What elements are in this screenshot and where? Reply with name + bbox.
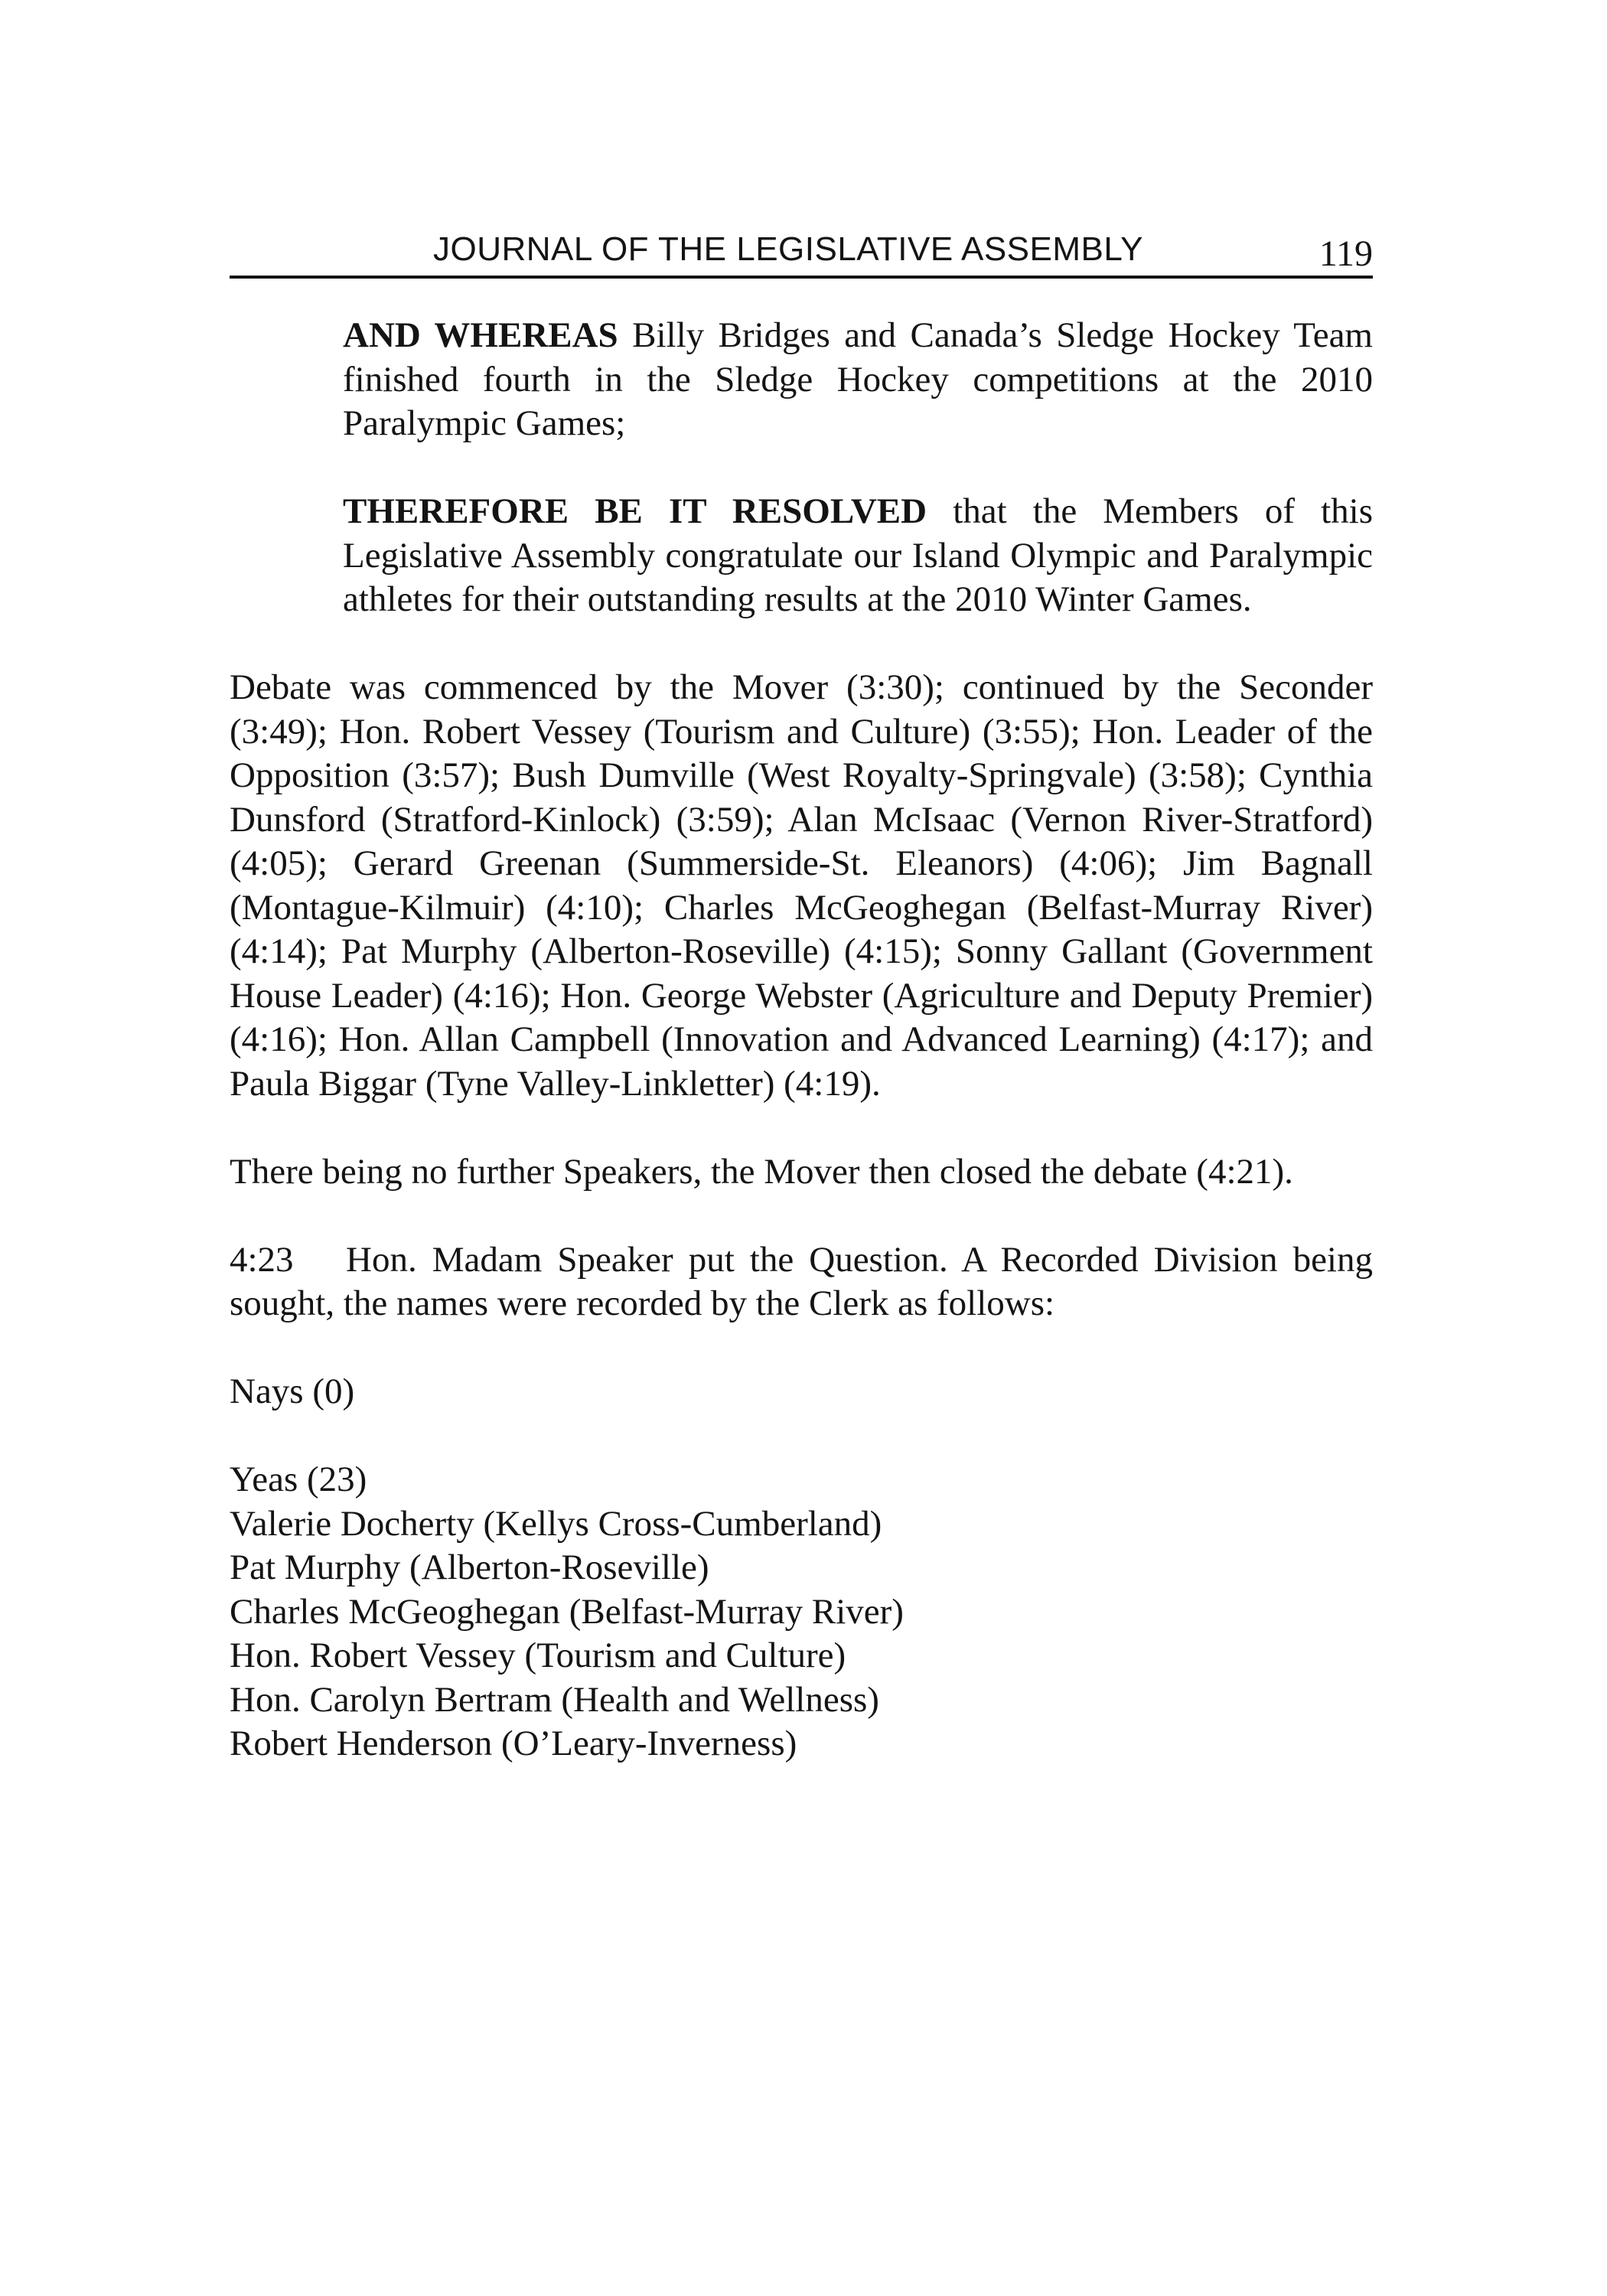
yeas-name-list: [230, 1502, 1373, 1766]
list-item: Pat Murphy (Alberton-Roseville): [230, 1548, 709, 1587]
whereas-lead: AND WHEREAS: [343, 315, 618, 355]
journal-title: JOURNAL OF THE LEGISLATIVE ASSEMBLY: [433, 230, 1143, 268]
list-item: Charles McGeoghegan (Belfast-Murray River): [230, 1591, 904, 1632]
page-number: 119: [1319, 233, 1373, 274]
page-body: [230, 314, 1373, 1766]
whereas-clause: [343, 314, 1373, 446]
yeas-count: Yeas (23): [230, 1459, 367, 1499]
question-time: 4:23: [230, 1239, 294, 1280]
list-item: Hon. Robert Vessey (Tourism and Culture): [230, 1636, 846, 1675]
closing-paragraph: There being no further Speakers, the Mover then closed the debate (4:21).: [230, 1151, 1293, 1192]
question-paragraph: [230, 1238, 1373, 1326]
resolved-lead: THEREFORE BE IT RESOLVED: [343, 491, 927, 531]
resolved-text: that the Members of this Legislative Assembly congratulate our Island Olympic and Paralympic athletes for their outstanding results at the 2010 Winter Games.: [343, 491, 1373, 619]
question-text: Hon. Madam Speaker put the Question. A Recorded Division being sought, the names were recorded by the Clerk as follows:: [230, 1239, 1373, 1323]
debate-paragraph: Debate was commenced by the Mover (3:30); continued by the Seconder (3:49); Hon. Robert Vessey (Tourism and Culture) (3:55); Hon. Leader of the Opposition (3:57); Bush Dumville (West Royalty-Springvale) (3:58); Cynthia Dunsford (Stratford-Kinlock) (3:59); Alan McIsaac (Vernon River-Stratford) (4:05); Gerard Greenan (Summerside-St. Eleanors) (4:06); Jim Bagnall (Montague-Kilmuir) (4:10); Charles McGeoghegan (Belfast-Murray River) (4:14); Pat Murphy (Alberton-Roseville) (4:15); Sonny Gallant (Government House Leader) (4:16); Hon. George Webster (Agriculture and Deputy Premier) (4:16); Hon. Allan Campbell (Innovation and Advanced Learning) (4:17); and Paula Biggar (Tyne Valley-Linkletter) (4:19).: [230, 667, 1373, 1104]
resolved-clause: [343, 490, 1373, 622]
list-item: Valerie Docherty (Kellys Cross-Cumberland): [230, 1503, 882, 1544]
running-header: [230, 228, 1373, 279]
list-item: Robert Henderson (O’Leary-Inverness): [230, 1724, 797, 1763]
whereas-text: Billy Bridges and Canada’s Sledge Hockey Team finished fourth in the Sledge Hockey competitions at the 2010 Paralympic Games;: [343, 315, 1373, 443]
nays-count: Nays (0): [230, 1371, 355, 1411]
list-item: Hon. Carolyn Bertram (Health and Wellness): [230, 1679, 879, 1720]
